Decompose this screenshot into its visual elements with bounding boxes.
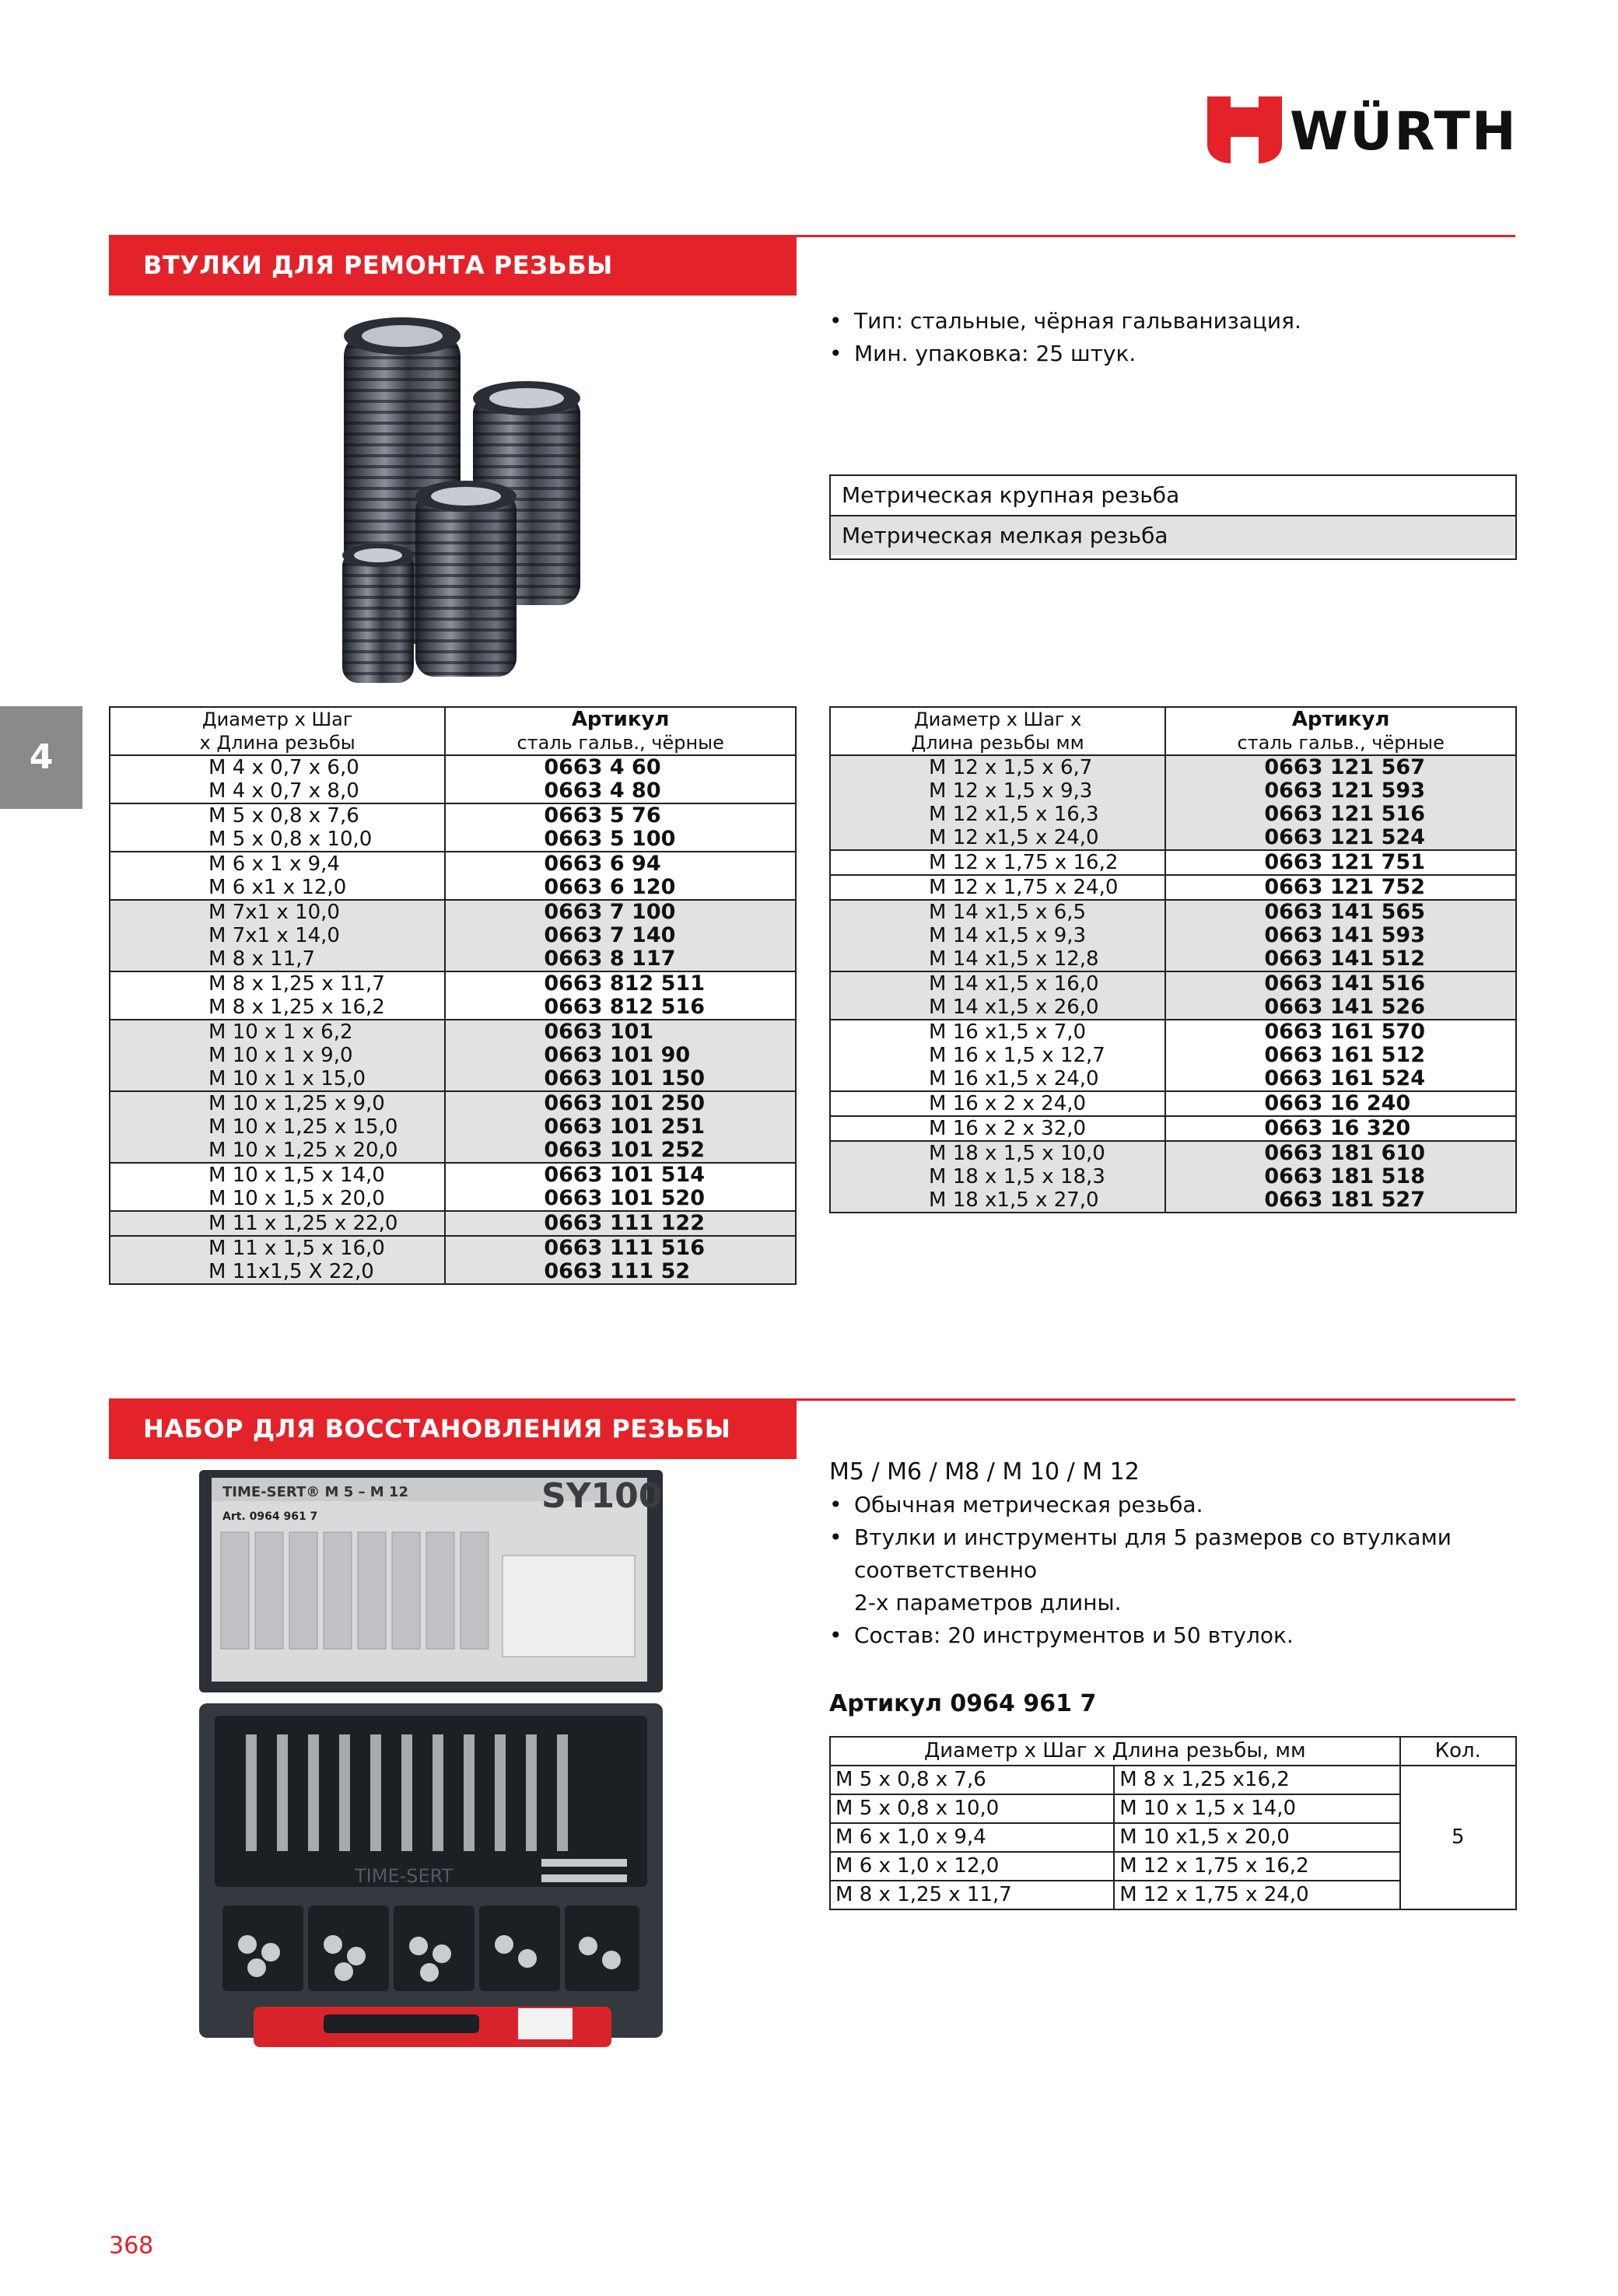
dimension-value: M 16 x 1,5 x 12,7 (929, 1044, 1105, 1067)
table-row (830, 755, 1516, 850)
article-number: 0663 4 80 (544, 779, 661, 803)
article-cell (1165, 1141, 1516, 1213)
article-number: 0663 141 593 (1264, 923, 1425, 947)
article-number: 0663 121 524 (1264, 825, 1425, 849)
bullet-item: • Втулки и инструменты для 5 размеров со втулками (829, 1521, 1514, 1554)
dimension-cell (110, 852, 445, 900)
dimension-cell (110, 900, 445, 971)
kit-size-cell: M 5 x 0,8 x 7,6 (830, 1766, 1114, 1794)
table-row (110, 1236, 796, 1284)
article-cell (445, 1020, 796, 1091)
article-number: 0663 141 526 (1264, 995, 1425, 1019)
article-number: 0663 101 (544, 1020, 654, 1044)
article-number: 0663 111 122 (544, 1211, 705, 1235)
table-row (110, 755, 796, 803)
wurth-logo-icon (1207, 96, 1282, 166)
dimension-value: M 4 x 0,7 x 6,0 (208, 756, 359, 779)
table-row (110, 1163, 796, 1211)
dimension-cell (830, 900, 1165, 971)
article-number: 0663 141 512 (1264, 947, 1425, 971)
article-number: 0663 111 516 (544, 1236, 705, 1260)
article-number: 0663 5 76 (544, 803, 661, 828)
page-number: 368 (109, 2232, 154, 2259)
header-article (1165, 707, 1516, 755)
article-number: 0663 6 120 (544, 875, 676, 899)
header-dim-line2: x Длина резьбы (199, 732, 355, 754)
dimension-value: M 12 x1,5 x 24,0 (929, 826, 1099, 849)
article-number: 0663 161 524 (1264, 1066, 1425, 1090)
article-number: 0663 16 240 (1264, 1091, 1411, 1115)
header-art-line2: сталь гальв., чёрные (1237, 732, 1445, 754)
thread-inserts-photo (319, 302, 739, 706)
bullet-item: • Мин. упаковка: 25 штук. (829, 338, 1514, 370)
thread-type-coarse: Метрическая крупная резьба (842, 482, 1180, 508)
dimension-cell (830, 1116, 1165, 1141)
article-number: 0663 121 593 (1264, 779, 1425, 803)
article-cell (1165, 755, 1516, 850)
article-number: 0663 6 94 (544, 852, 661, 876)
dimension-value: M 12 x1,5 x 16,3 (929, 803, 1099, 826)
bullet-item: • Тип: стальные, чёрная гальванизация. (829, 305, 1514, 338)
header-art-line1: Артикул (1291, 708, 1390, 731)
kit-header-dimensions: Диаметр x Шаг x Длина резьбы, мм (830, 1737, 1400, 1766)
article-number: 0663 181 610 (1264, 1141, 1425, 1165)
dimension-value: M 12 x 1,75 x 16,2 (929, 851, 1119, 874)
dimension-value: M 10 x 1,25 x 9,0 (208, 1092, 385, 1115)
article-cell (1165, 971, 1516, 1020)
dimension-value: M 14 x1,5 x 26,0 (929, 996, 1099, 1019)
dimension-value: M 6 x 1 x 9,4 (208, 852, 340, 876)
dimension-value: M 12 x 1,75 x 24,0 (929, 876, 1119, 899)
article-number: 0663 101 150 (544, 1066, 705, 1090)
dimension-value: M 10 x 1 x 15,0 (208, 1067, 366, 1090)
article-number: 0663 121 751 (1264, 850, 1425, 874)
table-row (830, 1091, 1516, 1116)
kit-box-text: SY100 (541, 1476, 663, 1516)
dimension-cell (830, 850, 1165, 875)
table-row (110, 1211, 796, 1236)
dimension-cell (830, 971, 1165, 1020)
kit-size-cell: M 8 x 1,25 x 11,7 (830, 1881, 1114, 1909)
wurth-wordmark: WÜRTH (1290, 101, 1518, 163)
kit-size-cell: M 12 x 1,75 x 24,0 (1114, 1881, 1399, 1909)
dimension-value: M 14 x1,5 x 16,0 (929, 972, 1099, 996)
dimension-value: M 8 x 11,7 (208, 947, 316, 971)
article-number: 0663 101 514 (544, 1163, 705, 1187)
article-number: 0663 101 252 (544, 1138, 705, 1162)
table-row (830, 1116, 1516, 1141)
table-row (830, 900, 1516, 971)
article-cell (1165, 1020, 1516, 1091)
table-row (110, 852, 796, 900)
dimension-cell (110, 971, 445, 1020)
header-dimensions (110, 707, 445, 755)
article-number: 0663 812 511 (544, 971, 705, 996)
dimension-cell (110, 1163, 445, 1211)
kit-qty-cell: 5 (1400, 1766, 1516, 1909)
dimension-value: M 16 x 2 x 32,0 (929, 1117, 1087, 1140)
dimension-value: M 11 x 1,25 x 22,0 (208, 1212, 398, 1235)
article-number: 0663 101 520 (544, 1186, 705, 1210)
article-number: 0663 8 117 (544, 947, 676, 971)
dimension-cell (830, 1141, 1165, 1213)
bullet-item: • Обычная метрическая резьба. (829, 1489, 1514, 1521)
article-number: 0663 111 52 (544, 1259, 691, 1283)
dimension-value: M 11x1,5 X 22,0 (208, 1260, 374, 1283)
article-cell (1165, 850, 1516, 875)
dimension-cell (110, 1020, 445, 1091)
article-cell (445, 1163, 796, 1211)
article-number: 0663 101 90 (544, 1043, 691, 1067)
article-number: 0663 181 527 (1264, 1188, 1425, 1212)
dimension-value: M 6 x1 x 12,0 (208, 876, 347, 899)
dimension-value: M 12 x 1,5 x 9,3 (929, 779, 1093, 803)
article-number: 0663 4 60 (544, 755, 661, 779)
table-row (830, 1141, 1516, 1213)
kit-size-cell: M 5 x 0,8 x 10,0 (830, 1794, 1114, 1823)
header-dim-line2: Длина резьбы мм (911, 732, 1084, 754)
dimension-cell (110, 1236, 445, 1284)
kit-table-body (830, 1737, 1516, 1909)
header-art-line2: сталь гальв., чёрные (517, 732, 724, 754)
header-article (445, 707, 796, 755)
table-row (830, 1766, 1516, 1794)
bullet-continuation: 2-х параметров длины. (854, 1590, 1122, 1615)
dimension-value: M 10 x 1,25 x 20,0 (208, 1139, 398, 1162)
article-cell (445, 971, 796, 1020)
article-cell (445, 803, 796, 852)
kit-size-cell: M 6 x 1,0 x 9,4 (830, 1823, 1114, 1852)
table-row (830, 850, 1516, 875)
kit-size-cell: M 10 x 1,5 x 14,0 (1114, 1794, 1399, 1823)
article-cell (445, 1236, 796, 1284)
kit-table (829, 1736, 1517, 1910)
bullet-item: • Состав: 20 инструментов и 50 втулок. (829, 1619, 1514, 1652)
inserts-table-right (829, 706, 1517, 1213)
article-number: 0663 812 516 (544, 995, 705, 1019)
thread-type-fine: Метрическая мелкая резьба (831, 515, 1515, 555)
inserts-table-right-body (830, 755, 1516, 1213)
header-art-line1: Артикул (571, 708, 670, 731)
dimension-value: M 12 x 1,5 x 6,7 (929, 756, 1093, 779)
article-number: 0663 101 251 (544, 1115, 705, 1139)
dimension-value: M 16 x 2 x 24,0 (929, 1092, 1087, 1115)
kit-size-cell: M 6 x 1,0 x 12,0 (830, 1852, 1114, 1881)
kit-size-cell: M 12 x 1,75 x 16,2 (1114, 1852, 1399, 1881)
bullet-continuation: соответственно (854, 1557, 1038, 1583)
dimension-cell (110, 1211, 445, 1236)
repair-kit-photo (199, 1470, 663, 2055)
dimension-value: M 10 x 1,5 x 14,0 (208, 1164, 385, 1187)
dimension-value: M 5 x 0,8 x 10,0 (208, 828, 373, 851)
article-number: 0663 161 570 (1264, 1020, 1425, 1044)
article-cell (445, 755, 796, 803)
dimension-cell (830, 1020, 1165, 1091)
header-dimensions (830, 707, 1165, 755)
dimension-cell (110, 1091, 445, 1163)
article-number: 0663 121 567 (1264, 755, 1425, 779)
kit-brand-text: TIME-SERT® M 5 – M 12 (222, 1484, 408, 1500)
dimension-value: M 11 x 1,5 x 16,0 (208, 1237, 385, 1260)
kit-art-text: Art. 0964 961 7 (222, 1510, 318, 1523)
dimension-value: M 16 x1,5 x 7,0 (929, 1020, 1087, 1044)
table-row (830, 971, 1516, 1020)
kit-sizes: M5 / M6 / M8 / M 10 / M 12 (829, 1458, 1140, 1486)
article-number: 0663 16 320 (1264, 1116, 1411, 1140)
kit-size-cell: M 8 x 1,25 x16,2 (1114, 1766, 1399, 1794)
section1-title: ВТУЛКИ ДЛЯ РЕМОНТА РЕЗЬБЫ (109, 235, 797, 296)
table-row (110, 803, 796, 852)
table-row (110, 971, 796, 1020)
dimension-value: M 5 x 0,8 x 7,6 (208, 804, 359, 828)
article-number: 0663 181 518 (1264, 1164, 1425, 1188)
article-cell (445, 852, 796, 900)
article-cell (445, 1091, 796, 1163)
section2-title: НАБОР ДЛЯ ВОССТАНОВЛЕНИЯ РЕЗЬБЫ (109, 1398, 797, 1459)
article-number: 0663 161 512 (1264, 1043, 1425, 1067)
dimension-cell (830, 755, 1165, 850)
kit-article: Артикул 0964 961 7 (829, 1690, 1097, 1717)
dimension-value: M 16 x1,5 x 24,0 (929, 1067, 1099, 1090)
dimension-value: M 14 x1,5 x 6,5 (929, 901, 1087, 924)
inserts-table-left-body (110, 755, 796, 1284)
article-cell (445, 1211, 796, 1236)
inserts-table-left (109, 706, 797, 1285)
article-number: 0663 141 516 (1264, 971, 1425, 996)
article-cell (445, 900, 796, 971)
dimension-value: M 4 x 0,7 x 8,0 (208, 779, 359, 803)
dimension-value: M 10 x 1,25 x 15,0 (208, 1115, 398, 1139)
kit-header-qty: Кол. (1400, 1737, 1516, 1766)
thread-type-box (829, 474, 1517, 560)
dimension-value: M 18 x1,5 x 27,0 (929, 1188, 1099, 1212)
dimension-value: M 14 x1,5 x 9,3 (929, 924, 1087, 947)
kit-tray-text: TIME-SERT (355, 1865, 454, 1887)
dimension-cell (830, 875, 1165, 900)
article-number: 0663 121 752 (1264, 875, 1425, 899)
dimension-value: M 10 x 1,5 x 20,0 (208, 1187, 385, 1210)
dimension-value: M 18 x 1,5 x 10,0 (929, 1142, 1105, 1165)
table-row (110, 1020, 796, 1091)
dimension-value: M 8 x 1,25 x 11,7 (208, 972, 385, 996)
chapter-tab: 4 (0, 706, 82, 809)
dimension-value: M 8 x 1,25 x 16,2 (208, 996, 385, 1019)
article-number: 0663 7 100 (544, 900, 676, 924)
kit-size-cell: M 10 x1,5 x 20,0 (1114, 1823, 1399, 1852)
table-row (110, 900, 796, 971)
article-number: 0663 141 565 (1264, 900, 1425, 924)
header-dim-line1: Диаметр x Шаг (201, 709, 353, 730)
article-number: 0663 5 100 (544, 827, 676, 851)
article-number: 0663 101 250 (544, 1091, 705, 1115)
dimension-value: M 14 x1,5 x 12,8 (929, 947, 1099, 971)
table-row (830, 1020, 1516, 1091)
article-cell (1165, 900, 1516, 971)
dimension-value: M 7x1 x 10,0 (208, 901, 340, 924)
article-cell (1165, 1116, 1516, 1141)
article-cell (1165, 875, 1516, 900)
header-dim-line1: Диаметр x Шаг x (913, 709, 1082, 730)
table-row (110, 1091, 796, 1163)
dimension-cell (110, 755, 445, 803)
table-row (830, 875, 1516, 900)
dimension-cell (830, 1091, 1165, 1116)
article-cell (1165, 1091, 1516, 1116)
dimension-value: M 18 x 1,5 x 18,3 (929, 1165, 1105, 1188)
dimension-value: M 10 x 1 x 9,0 (208, 1044, 353, 1067)
dimension-cell (110, 803, 445, 852)
dimension-value: M 10 x 1 x 6,2 (208, 1020, 353, 1044)
wurth-logo (1207, 96, 1523, 166)
section2-bullets (829, 1489, 1514, 1652)
article-number: 0663 121 516 (1264, 802, 1425, 826)
section1-bullets (829, 305, 1514, 370)
article-number: 0663 7 140 (544, 923, 676, 947)
dimension-value: M 7x1 x 14,0 (208, 924, 340, 947)
